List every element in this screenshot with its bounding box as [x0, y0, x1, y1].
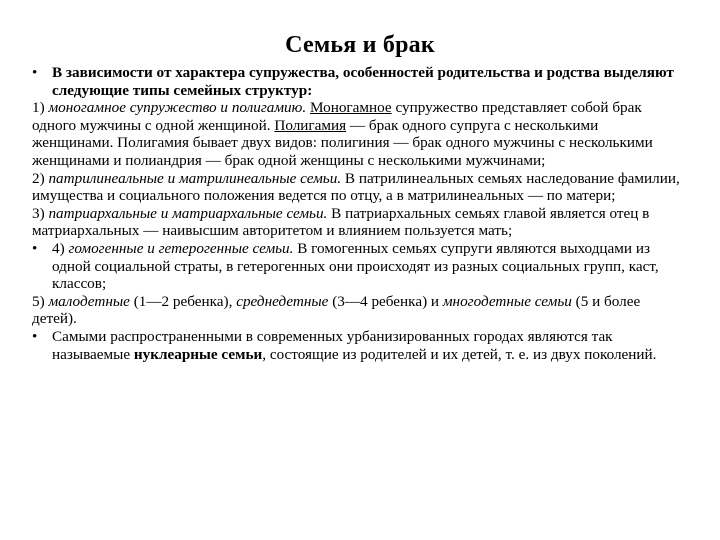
intro-paragraph [32, 64, 682, 99]
slide-title: Семья и брак [285, 32, 435, 58]
bullet-marker: • [32, 327, 38, 345]
item-4-number: 4) [52, 239, 65, 257]
item-5-text-c: (5 и более детей). [32, 292, 641, 328]
item-5-text-a: (1—2 ребенка), [129, 292, 237, 310]
item-2-text: В патрилинеальных семьях наследование фамилии, имущества и социального положения ведется по отцу, а в матрилинеальных — по матери; [32, 169, 680, 205]
item-1 [32, 99, 682, 169]
intro-text: В зависимости от характера супружества, особенностей родительства и родства выделяют следующие типы семейных структур: [52, 64, 674, 99]
slide-body [32, 64, 682, 363]
item-5-term-medium: среднедетные [236, 292, 329, 310]
item-4-text: В гомогенных семьях супруги являются выходцами из одной социальной страты, в гетерогенных они происходят из разных социальных групп, каст, классов; [52, 239, 659, 293]
item-1-heading: моногамное супружество и полигамию. [48, 99, 307, 117]
item-1-term-polygamy: Полигамия [274, 116, 347, 134]
item-5 [32, 293, 682, 328]
item-5-term-large: многодетные семьи [442, 292, 572, 310]
item-5-text-b: (3—4 ребенка) и [328, 292, 443, 310]
item-4-heading: гомогенные и гетерогенные семьи. [68, 239, 294, 257]
bullet-marker: • [32, 64, 38, 81]
item-1-text-a: супружество представляет собой брак одного мужчины с одной женщиной. [32, 99, 642, 134]
item-1-text-b: — брак одного супруга с несколькими женщинами. Полигамия бывает двух видов: полигиния — брак одного мужчины с несколькими женщинами и полиандрия — брак одной женщины с несколькими мужчинами; [32, 116, 653, 169]
final-paragraph [32, 328, 682, 363]
item-1-number: 1) [32, 99, 45, 117]
item-3-heading: патриархальные и матриархальные семьи. [48, 204, 328, 222]
final-text-b: , состоящие из родителей и их детей, т. е. из двух поколений. [262, 345, 657, 363]
item-4 [32, 240, 682, 293]
final-text-a: Самыми распространенными в современных урбанизированных городах являются так называемые [52, 327, 613, 363]
item-5-number: 5) [32, 292, 45, 310]
item-1-term-monogamy: Моногамное [309, 99, 392, 117]
item-3 [32, 205, 682, 240]
item-3-number: 3) [32, 204, 45, 222]
item-5-term-small: малодетные [48, 292, 130, 310]
bullet-marker: • [32, 239, 38, 257]
item-3-text: В патриархальных семьях главой является отец в матриархальных — наивысшим авторитетом и влиянием пользуется мать; [32, 204, 650, 240]
item-2-heading: патрилинеальные и матрилинеальные семьи. [48, 169, 342, 187]
item-2-number: 2) [32, 169, 45, 187]
item-2 [32, 170, 682, 205]
final-term-nuclear: нуклеарные семьи [133, 345, 263, 363]
